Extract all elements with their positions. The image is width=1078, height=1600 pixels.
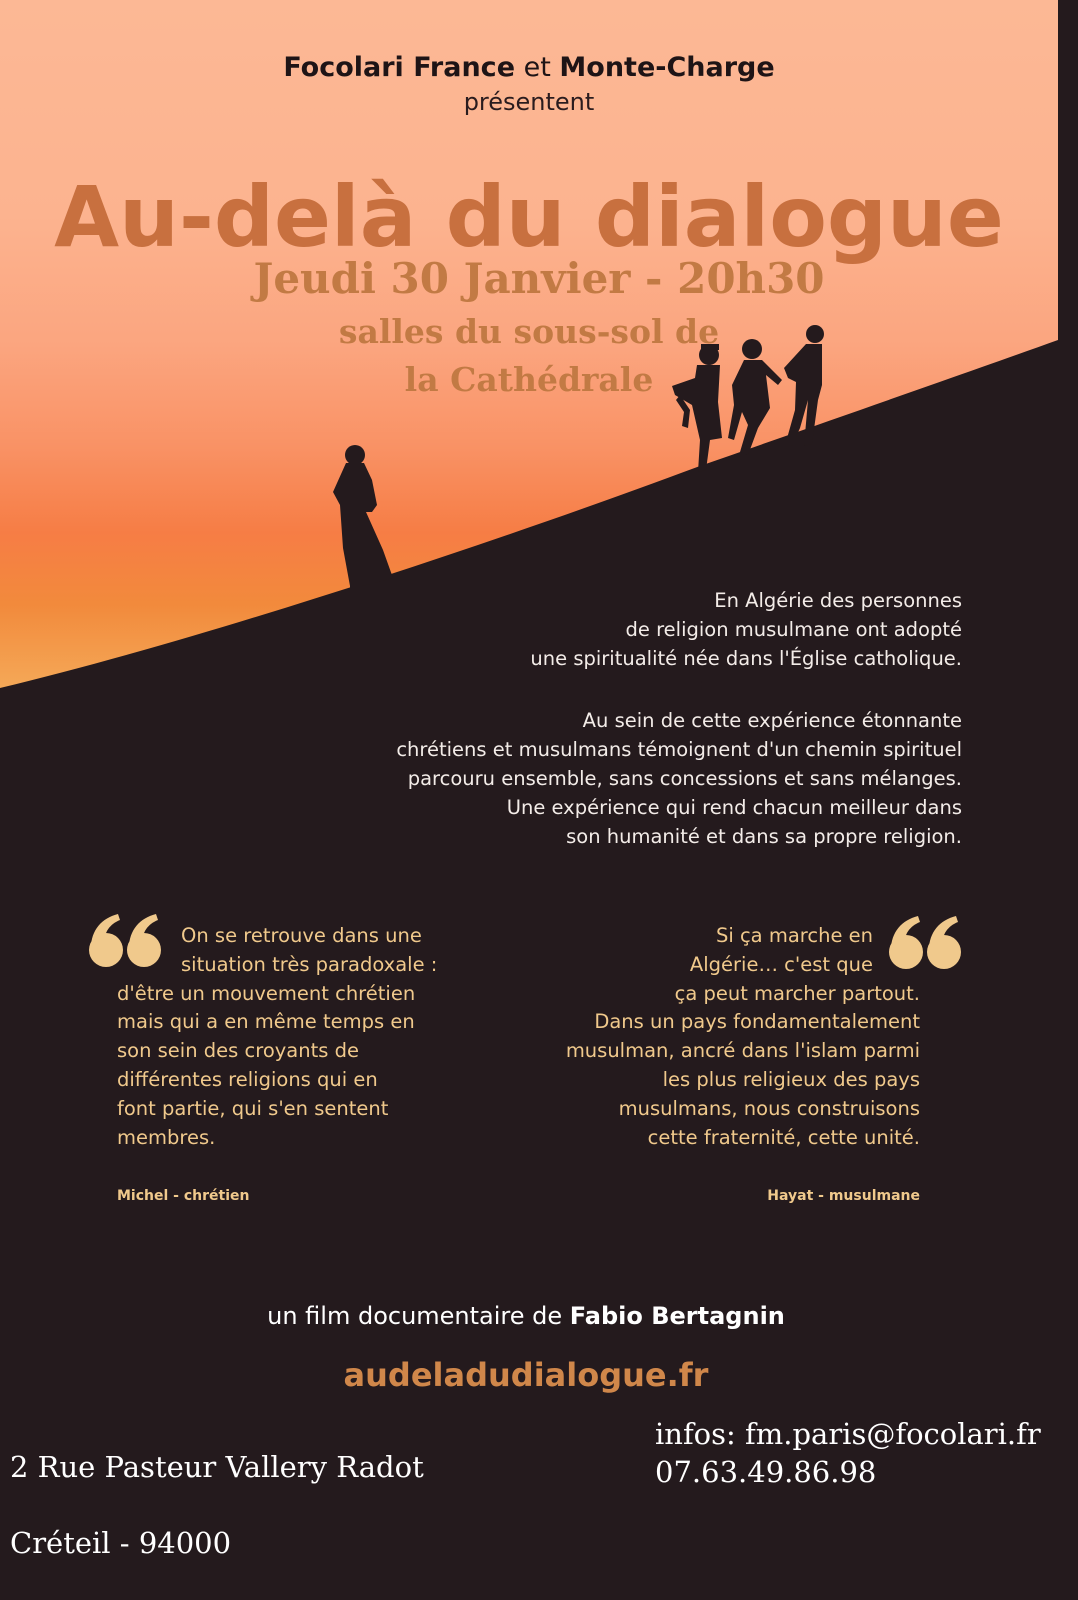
quote-author-hayat: Hayat - musulmane bbox=[767, 1188, 920, 1204]
event-date: Jeudi 30 Janvier - 20h30 bbox=[253, 254, 825, 303]
quote-michel bbox=[117, 922, 437, 1152]
event-venue bbox=[0, 308, 1058, 404]
address-block bbox=[10, 1410, 424, 1600]
address-street: 2 Rue Pasteur Vallery Radot bbox=[10, 1450, 424, 1484]
presenter-monte-charge: Monte-Charge bbox=[559, 52, 775, 83]
credit-director: Fabio Bertagnin bbox=[569, 1302, 785, 1330]
contact-phone[interactable]: 07.63.49.86.98 bbox=[655, 1455, 877, 1489]
quote-hayat bbox=[566, 922, 920, 1152]
film-credit bbox=[0, 1302, 1052, 1330]
description-paragraph-2: Au sein de cette expérience étonnante chrétiens et musulmans témoignent d'un chemin spirituel parcouru ensemble, sans concessions et sans mélanges. Une expérience qui rend chacun meilleur dans son humanité et dans sa propre religion. bbox=[396, 709, 962, 848]
conjunction: et bbox=[523, 52, 551, 83]
presenters-line bbox=[0, 52, 1058, 83]
quote-author-michel: Michel - chrétien bbox=[117, 1188, 250, 1204]
event-title: Au-delà du dialogue bbox=[54, 168, 1004, 266]
quote-michel-lines-indented: On se retrouve dans une situation très paradoxale : bbox=[181, 924, 438, 976]
quote-hayat-lines-indented: Si ça marche en Algérie… c'est que bbox=[689, 924, 873, 976]
venue-line-2: la Cathédrale bbox=[404, 360, 654, 399]
address-city: Créteil - 94000 bbox=[10, 1526, 232, 1560]
description-paragraph-1: En Algérie des personnes de religion musulmane ont adopté une spiritualité née dans l'Église catholique. bbox=[530, 589, 962, 670]
presenter-focolari: Focolari France bbox=[283, 52, 516, 83]
website-link[interactable]: audeladudialogue.fr bbox=[343, 1356, 709, 1394]
contact-email[interactable]: infos: fm.paris@focolari.fr bbox=[655, 1417, 1041, 1451]
quote-michel-lines-rest: d'être un mouvement chrétien mais qui a en même temps en son sein des croyants de différentes religions qui en font partie, qui s'en sentent membres. bbox=[117, 981, 416, 1149]
credit-prefix: un film documentaire de bbox=[267, 1302, 563, 1330]
walker-silhouette-left bbox=[333, 445, 393, 594]
contact-block bbox=[655, 1415, 1041, 1491]
venue-line-1: salles du sous-sol de bbox=[338, 312, 720, 351]
quote-hayat-lines-rest: ça peut marcher partout. Dans un pays fondamentalement musulman, ancré dans l'islam parmi les plus religieux des pays musulmans, nous construisons cette fraternité, cette unité. bbox=[565, 981, 920, 1149]
presentent-text: présentent bbox=[463, 88, 595, 116]
